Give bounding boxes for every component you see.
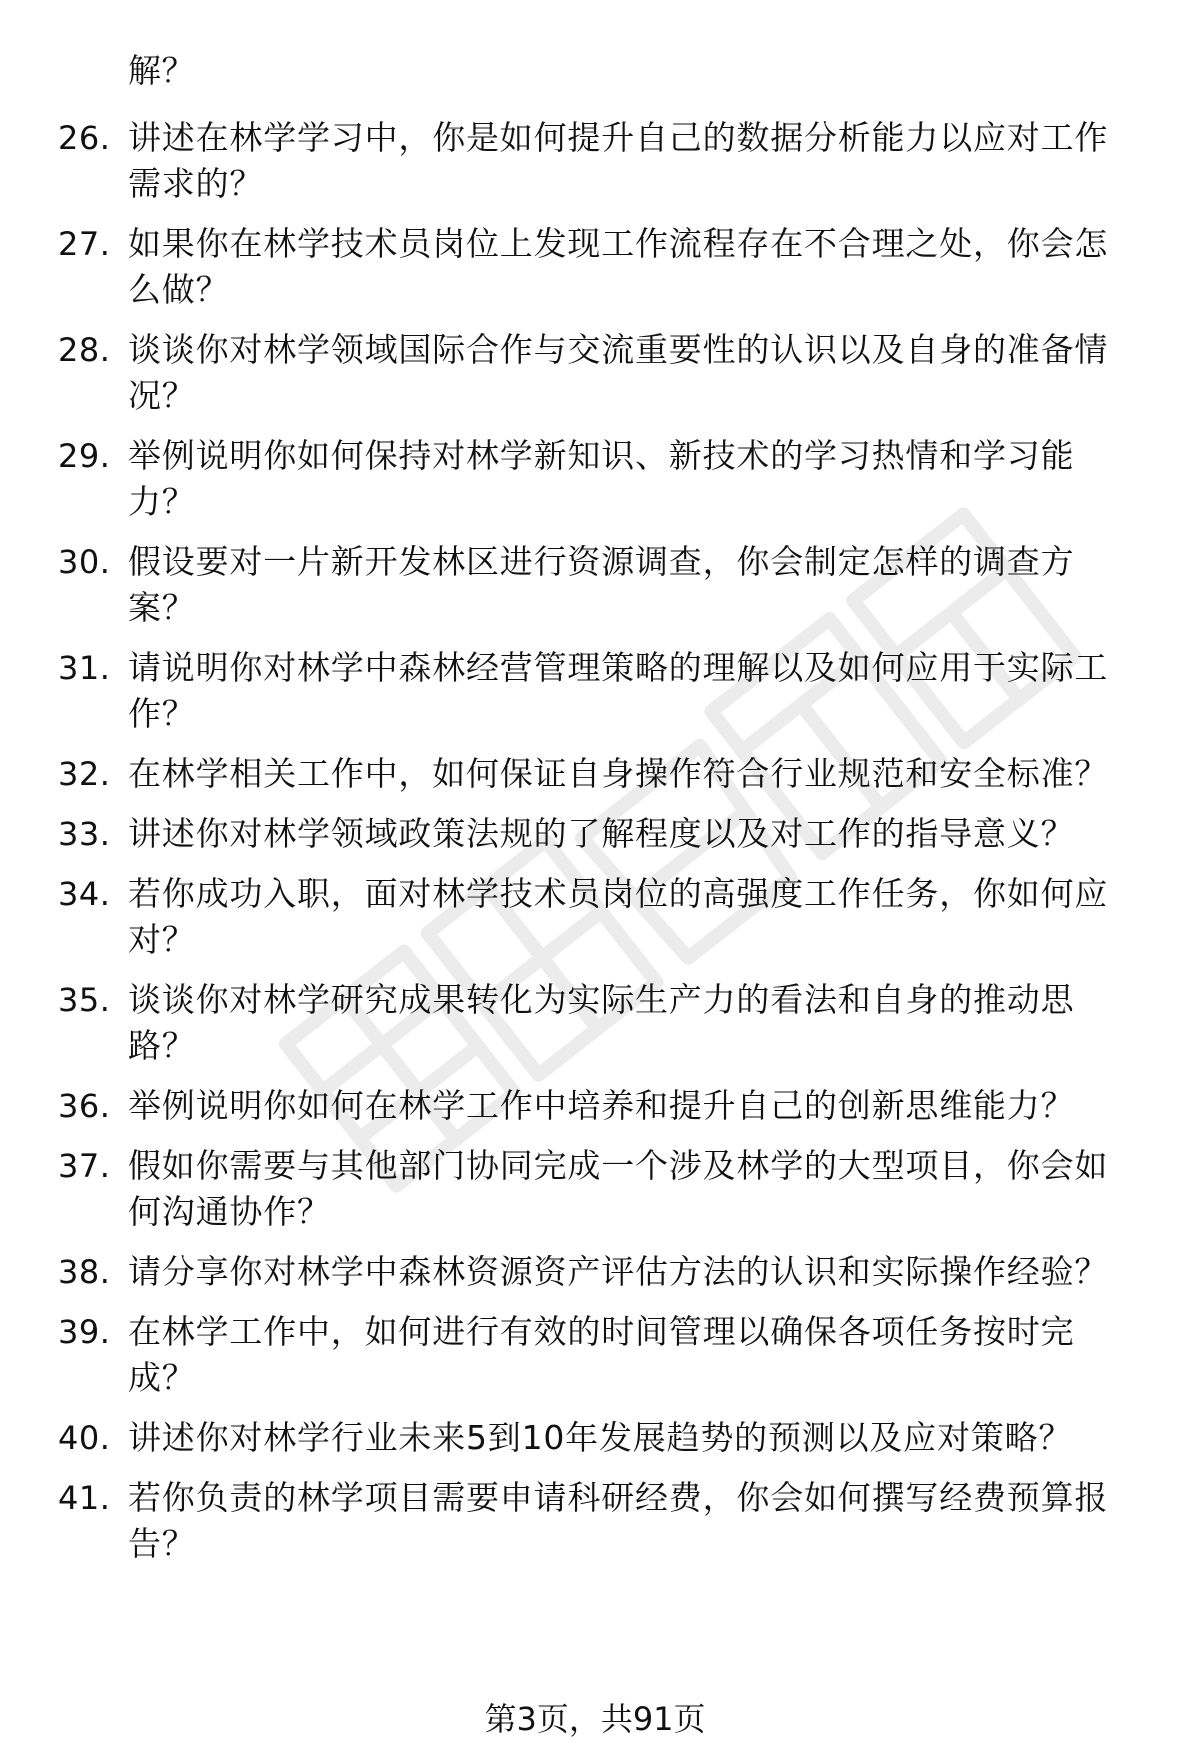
question-text: 举例说明你如何保持对林学新知识、新技术的学习热情和学习能力？	[128, 436, 1075, 521]
question-number: 39.	[58, 1313, 111, 1351]
question-number: 41.	[58, 1479, 111, 1517]
question-item	[58, 221, 1148, 313]
question-text: 谈谈你对林学领域国际合作与交流重要性的认识以及自身的准备情况？	[128, 330, 1109, 415]
question-number: 38.	[58, 1253, 111, 1291]
continuation-text: 解？	[128, 51, 195, 90]
question-item	[58, 433, 1148, 525]
question-text: 在林学工作中，如何进行有效的时间管理以确保各项任务按时完成？	[128, 1312, 1075, 1397]
question-item	[58, 645, 1148, 737]
question-text: 假如你需要与其他部门协同完成一个涉及林学的大型项目，你会如何沟通协作？	[128, 1146, 1109, 1231]
question-number: 33.	[58, 815, 111, 853]
question-item	[58, 115, 1148, 207]
question-item	[58, 1415, 1148, 1461]
question-text: 讲述你对林学行业未来5到10年发展趋势的预测以及应对策略？	[128, 1418, 1073, 1457]
question-text: 如果你在林学技术员岗位上发现工作流程存在不合理之处，你会怎么做？	[128, 224, 1109, 309]
question-text: 举例说明你如何在林学工作中培养和提升自己的创新思维能力？	[128, 1086, 1075, 1125]
question-item	[58, 751, 1148, 797]
question-text: 讲述你对林学领域政策法规的了解程度以及对工作的指导意义？	[128, 814, 1075, 853]
question-number: 35.	[58, 981, 111, 1019]
question-text: 请说明你对林学中森林经营管理策略的理解以及如何应用于实际工作？	[128, 648, 1109, 733]
question-item	[58, 1143, 1148, 1235]
question-number: 37.	[58, 1147, 111, 1185]
question-item	[58, 871, 1148, 963]
question-item	[58, 977, 1148, 1069]
question-item	[58, 1475, 1148, 1567]
question-item	[58, 539, 1148, 631]
question-number: 40.	[58, 1419, 111, 1457]
question-list	[58, 115, 1148, 1581]
question-item	[58, 1309, 1148, 1401]
question-number: 32.	[58, 755, 111, 793]
question-number: 31.	[58, 649, 111, 687]
question-number: 36.	[58, 1087, 111, 1125]
question-item	[58, 327, 1148, 419]
question-text: 请分享你对林学中森林资源资产评估方法的认识和实际操作经验？	[128, 1252, 1109, 1291]
question-number: 27.	[58, 225, 111, 263]
question-item	[58, 1083, 1148, 1129]
question-number: 28.	[58, 331, 111, 369]
question-number: 34.	[58, 875, 111, 913]
question-text: 讲述在林学学习中，你是如何提升自己的数据分析能力以应对工作需求的？	[128, 118, 1109, 203]
page-footer: 第3页，共91页	[484, 1700, 706, 1738]
question-text: 谈谈你对林学研究成果转化为实际生产力的看法和自身的推动思路？	[128, 980, 1075, 1065]
question-text: 在林学相关工作中，如何保证自身操作符合行业规范和安全标准？	[128, 754, 1109, 793]
question-text: 假设要对一片新开发林区进行资源调查，你会制定怎样的调查方案？	[128, 542, 1075, 627]
question-number: 30.	[58, 543, 111, 581]
question-text: 若你负责的林学项目需要申请科研经费，你会如何撰写经费预算报告？	[128, 1478, 1109, 1563]
question-number: 29.	[58, 437, 111, 475]
question-number: 26.	[58, 119, 111, 157]
question-item	[58, 811, 1148, 857]
question-item	[58, 1249, 1148, 1295]
question-text: 若你成功入职，面对林学技术员岗位的高强度工作任务，你如何应对？	[128, 874, 1109, 959]
